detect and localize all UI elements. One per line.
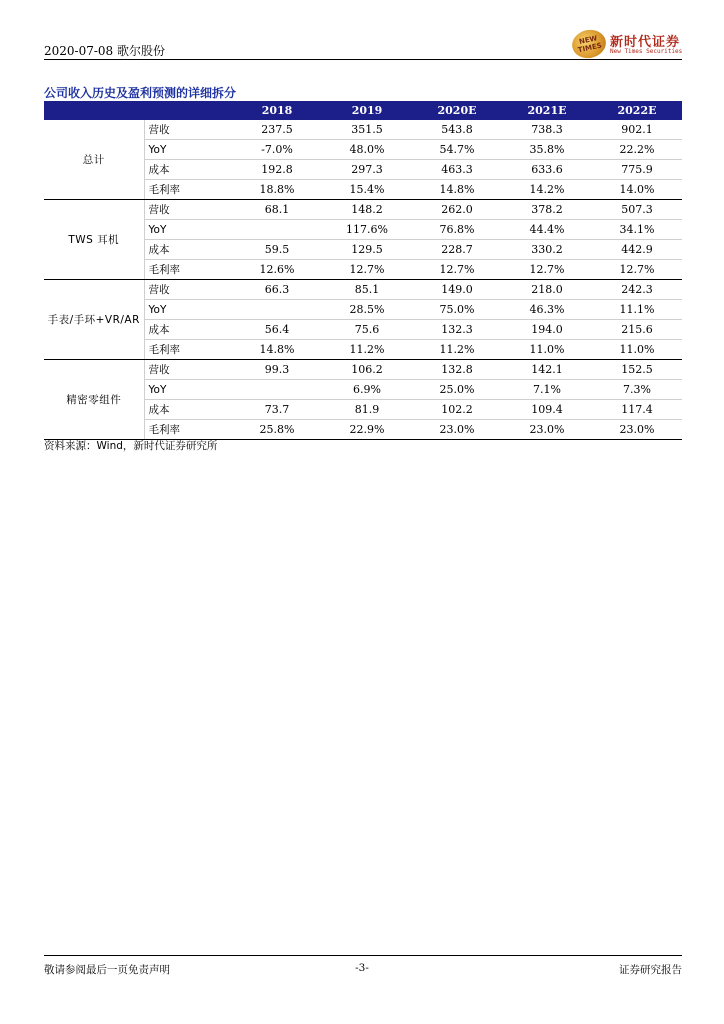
value-cell: 148.2 xyxy=(322,200,412,220)
value-cell: 117.6% xyxy=(322,220,412,240)
forecast-table xyxy=(44,101,682,440)
footer-divider xyxy=(44,955,682,956)
footer-page-number: -3- xyxy=(355,962,369,974)
value-cell: 132.8 xyxy=(412,360,502,380)
value-cell xyxy=(232,220,322,240)
metric-label: YoY xyxy=(144,300,232,320)
logo-badge-icon xyxy=(569,27,608,61)
value-cell: 28.5% xyxy=(322,300,412,320)
value-cell: 11.0% xyxy=(502,340,592,360)
metric-label: YoY xyxy=(144,380,232,400)
value-cell: 633.6 xyxy=(502,160,592,180)
group-label: TWS 耳机 xyxy=(44,200,144,280)
header-company: 歌尔股份 xyxy=(117,44,166,58)
table-row xyxy=(44,360,682,380)
metric-label: 毛利率 xyxy=(144,260,232,280)
value-cell: 738.3 xyxy=(502,120,592,140)
value-cell: 242.3 xyxy=(592,280,682,300)
column-header xyxy=(44,101,144,120)
header-date-company xyxy=(44,42,165,59)
value-cell: 81.9 xyxy=(322,400,412,420)
column-header: 2021E xyxy=(502,101,592,120)
table-header-row xyxy=(44,101,682,120)
value-cell: 15.4% xyxy=(322,180,412,200)
table-row xyxy=(44,200,682,220)
value-cell: 14.0% xyxy=(592,180,682,200)
value-cell: 66.3 xyxy=(232,280,322,300)
value-cell: 14.8% xyxy=(232,340,322,360)
value-cell: 351.5 xyxy=(322,120,412,140)
value-cell: 237.5 xyxy=(232,120,322,140)
value-cell: 543.8 xyxy=(412,120,502,140)
value-cell: 35.8% xyxy=(502,140,592,160)
value-cell: 775.9 xyxy=(592,160,682,180)
value-cell: 109.4 xyxy=(502,400,592,420)
value-cell: 129.5 xyxy=(322,240,412,260)
value-cell: 22.9% xyxy=(322,420,412,440)
value-cell: 54.7% xyxy=(412,140,502,160)
value-cell: 12.7% xyxy=(502,260,592,280)
value-cell: 34.1% xyxy=(592,220,682,240)
value-cell: 149.0 xyxy=(412,280,502,300)
metric-label: 营收 xyxy=(144,120,232,140)
metric-label: 营收 xyxy=(144,280,232,300)
value-cell: 56.4 xyxy=(232,320,322,340)
value-cell: 18.8% xyxy=(232,180,322,200)
metric-label: 成本 xyxy=(144,400,232,420)
logo-cn-text: 新时代证券 xyxy=(610,35,681,50)
table-body xyxy=(44,120,682,440)
value-cell: 44.4% xyxy=(502,220,592,240)
metric-label: 毛利率 xyxy=(144,420,232,440)
footer-disclaimer: 敬请参阅最后一页免责声明 xyxy=(44,964,170,976)
value-cell: 23.0% xyxy=(502,420,592,440)
logo-badge-text: NEW TIMES xyxy=(577,34,603,55)
value-cell: 25.0% xyxy=(412,380,502,400)
column-header: 2018 xyxy=(232,101,322,120)
value-cell: 12.7% xyxy=(322,260,412,280)
logo-en-text: New Times Securities xyxy=(610,48,683,55)
value-cell: 262.0 xyxy=(412,200,502,220)
value-cell: 215.6 xyxy=(592,320,682,340)
value-cell: 507.3 xyxy=(592,200,682,220)
value-cell: 194.0 xyxy=(502,320,592,340)
value-cell: 75.6 xyxy=(322,320,412,340)
metric-label: 成本 xyxy=(144,160,232,180)
column-header: 2019 xyxy=(322,101,412,120)
value-cell: 117.4 xyxy=(592,400,682,420)
value-cell: 152.5 xyxy=(592,360,682,380)
new-times-logo xyxy=(572,30,682,60)
value-cell: 11.0% xyxy=(592,340,682,360)
value-cell: 23.0% xyxy=(412,420,502,440)
source-note: 资料来源：Wind，新时代证券研究所 xyxy=(44,440,218,452)
table-row xyxy=(44,120,682,140)
value-cell: 76.8% xyxy=(412,220,502,240)
value-cell: 73.7 xyxy=(232,400,322,420)
value-cell: 68.1 xyxy=(232,200,322,220)
metric-label: 成本 xyxy=(144,240,232,260)
value-cell: 192.8 xyxy=(232,160,322,180)
value-cell xyxy=(232,380,322,400)
value-cell: 14.2% xyxy=(502,180,592,200)
metric-label: 毛利率 xyxy=(144,340,232,360)
value-cell: 12.7% xyxy=(412,260,502,280)
table-title: 公司收入历史及盈利预测的详细拆分 xyxy=(44,86,237,100)
value-cell: 46.3% xyxy=(502,300,592,320)
value-cell: 378.2 xyxy=(502,200,592,220)
value-cell: 23.0% xyxy=(592,420,682,440)
value-cell: 11.1% xyxy=(592,300,682,320)
value-cell: 99.3 xyxy=(232,360,322,380)
value-cell: 463.3 xyxy=(412,160,502,180)
value-cell: 7.1% xyxy=(502,380,592,400)
footer-report-type: 证券研究报告 xyxy=(619,964,682,976)
group-label: 手表/手环+VR/AR xyxy=(44,280,144,360)
column-header xyxy=(144,101,232,120)
value-cell: 442.9 xyxy=(592,240,682,260)
value-cell: 85.1 xyxy=(322,280,412,300)
metric-label: 营收 xyxy=(144,360,232,380)
metric-label: 成本 xyxy=(144,320,232,340)
header-divider xyxy=(44,59,682,60)
value-cell: 12.7% xyxy=(592,260,682,280)
value-cell: 48.0% xyxy=(322,140,412,160)
value-cell: 218.0 xyxy=(502,280,592,300)
value-cell: 330.2 xyxy=(502,240,592,260)
value-cell: 14.8% xyxy=(412,180,502,200)
value-cell: 228.7 xyxy=(412,240,502,260)
column-header: 2022E xyxy=(592,101,682,120)
value-cell: 902.1 xyxy=(592,120,682,140)
value-cell: 59.5 xyxy=(232,240,322,260)
value-cell: 22.2% xyxy=(592,140,682,160)
header-date: 2020-07-08 xyxy=(44,44,114,58)
value-cell: 102.2 xyxy=(412,400,502,420)
column-header: 2020E xyxy=(412,101,502,120)
metric-label: 毛利率 xyxy=(144,180,232,200)
group-label: 总计 xyxy=(44,120,144,200)
value-cell: 297.3 xyxy=(322,160,412,180)
value-cell: -7.0% xyxy=(232,140,322,160)
value-cell xyxy=(232,300,322,320)
metric-label: 营收 xyxy=(144,200,232,220)
value-cell: 11.2% xyxy=(322,340,412,360)
value-cell: 7.3% xyxy=(592,380,682,400)
value-cell: 142.1 xyxy=(502,360,592,380)
group-label: 精密零组件 xyxy=(44,360,144,440)
table-row xyxy=(44,280,682,300)
value-cell: 106.2 xyxy=(322,360,412,380)
metric-label: YoY xyxy=(144,220,232,240)
value-cell: 25.8% xyxy=(232,420,322,440)
value-cell: 75.0% xyxy=(412,300,502,320)
value-cell: 6.9% xyxy=(322,380,412,400)
metric-label: YoY xyxy=(144,140,232,160)
value-cell: 132.3 xyxy=(412,320,502,340)
value-cell: 11.2% xyxy=(412,340,502,360)
value-cell: 12.6% xyxy=(232,260,322,280)
